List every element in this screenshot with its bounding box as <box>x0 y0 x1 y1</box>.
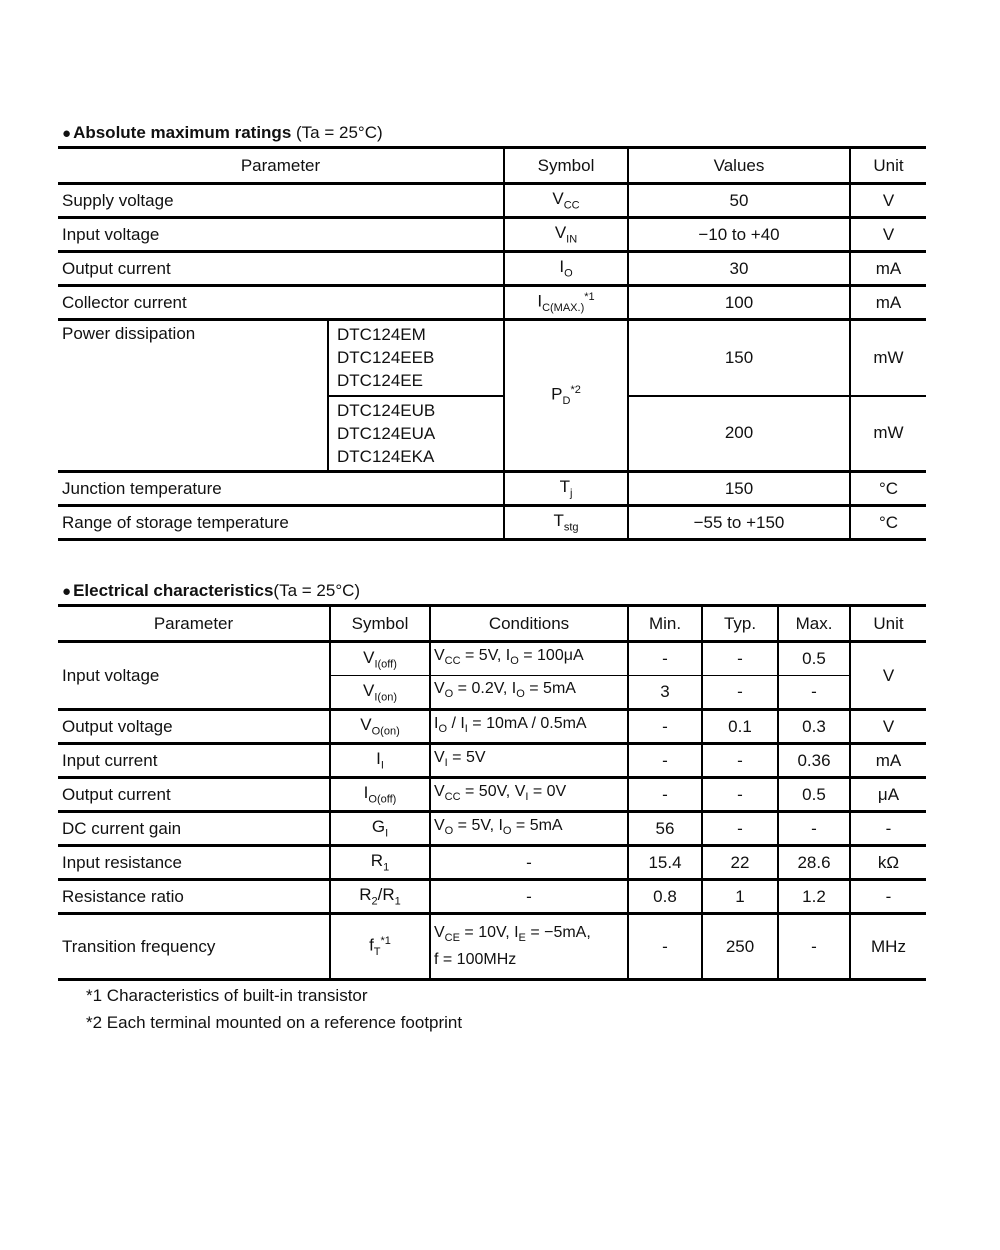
value-cell: 100 <box>628 286 850 320</box>
header-typ: Typ. <box>702 606 778 642</box>
min-cell: - <box>628 914 702 980</box>
table-row <box>58 812 926 846</box>
part-group-1 <box>328 320 504 396</box>
typ-cell: - <box>702 778 778 812</box>
table-row <box>58 320 926 396</box>
table-header-row <box>58 606 926 642</box>
max-cell: 1.2 <box>778 880 850 914</box>
header-max: Max. <box>778 606 850 642</box>
header-parameter: Parameter <box>58 606 330 642</box>
table-row <box>58 914 926 980</box>
footnotes <box>86 982 462 1036</box>
unit-cell: mA <box>850 286 926 320</box>
symbol-cell: $T_j$ <box>504 472 628 506</box>
table-header-row <box>58 148 926 184</box>
value-cell: 150 <box>628 472 850 506</box>
param-cell: Junction temperature <box>58 472 504 506</box>
value-cell: 200 <box>628 396 850 472</box>
header-symbol: Symbol <box>504 148 628 184</box>
max-cell: - <box>778 812 850 846</box>
condition-cell: $V_O = 0.2V$, $I_O = 5mA$ <box>430 676 628 710</box>
max-cell: 0.5 <box>778 642 850 676</box>
symbol-cell: $R_2/R_1$ <box>330 880 430 914</box>
value-cell: 30 <box>628 252 850 286</box>
abs-title-condition: (Ta = 25°C) <box>291 123 383 142</box>
bullet-icon: ● <box>62 583 72 600</box>
table-row <box>58 506 926 540</box>
unit-cell: - <box>850 812 926 846</box>
param-cell: DC current gain <box>58 812 330 846</box>
value-cell: −55 to +150 <box>628 506 850 540</box>
unit-cell: V <box>850 184 926 218</box>
condition-cell: $V_O = 5V$, $I_O = 5mA$ <box>430 812 628 846</box>
unit-cell: mA <box>850 252 926 286</box>
part-number: DTC124EUA <box>337 423 436 443</box>
min-cell: 0.8 <box>628 880 702 914</box>
table-row <box>58 286 926 320</box>
electrical-characteristics-table <box>58 604 926 981</box>
typ-cell: 0.1 <box>702 710 778 744</box>
value-cell: 50 <box>628 184 850 218</box>
elec-title-condition: (Ta = 25°C) <box>273 581 361 600</box>
footnote-2: *2 Each terminal mounted on a reference footprint <box>86 1013 463 1032</box>
header-values: Values <box>628 148 850 184</box>
unit-cell: V <box>850 710 926 744</box>
unit-cell: MHz <box>850 914 926 980</box>
typ-cell: - <box>702 642 778 676</box>
condition-cell: $V_{CC} = 50V$, $V_I = 0V$ <box>430 778 628 812</box>
typ-cell: - <box>702 812 778 846</box>
param-cell: Input resistance <box>58 846 330 880</box>
value-cell: 150 <box>628 320 850 396</box>
symbol-cell: $V_{CC}$ <box>504 184 628 218</box>
table-row <box>58 778 926 812</box>
max-cell: - <box>778 914 850 980</box>
table-row <box>58 710 926 744</box>
typ-cell: - <box>702 744 778 778</box>
symbol-cell: $V_{O(on)}$ <box>330 710 430 744</box>
unit-cell: °C <box>850 506 926 540</box>
elec-title-bold: Electrical characteristics <box>73 581 274 600</box>
min-cell: - <box>628 778 702 812</box>
param-cell: Transition frequency <box>58 914 330 980</box>
condition-cell: $V_{CE} = 10V$, $I_E = -5mA$, f = 100MHz <box>430 914 628 980</box>
typ-cell: 250 <box>702 914 778 980</box>
symbol-cell: $V_{IN}$ <box>504 218 628 252</box>
symbol-cell: $T_{stg}$ <box>504 506 628 540</box>
condition-cell: - <box>430 880 628 914</box>
unit-cell: V <box>850 642 926 710</box>
table-row <box>58 880 926 914</box>
unit-cell: V <box>850 218 926 252</box>
table-row <box>58 744 926 778</box>
symbol-cell: $V_{I(on)}$ <box>330 676 430 710</box>
header-unit: Unit <box>850 606 926 642</box>
symbol-cell: $I_{O(off)}$ <box>330 778 430 812</box>
part-number: DTC124EE <box>337 371 423 391</box>
table-row <box>58 252 926 286</box>
unit-cell: °C <box>850 472 926 506</box>
unit-cell: mW <box>850 396 926 472</box>
header-parameter: Parameter <box>58 148 504 184</box>
max-cell: - <box>778 676 850 710</box>
symbol-cell: $I_{C(MAX.)}^{*1}$ <box>504 286 628 320</box>
absolute-max-ratings-table <box>58 146 926 541</box>
symbol-cell: $V_{I(off)}$ <box>330 642 430 676</box>
header-unit: Unit <box>850 148 926 184</box>
header-conditions: Conditions <box>430 606 628 642</box>
abs-section-title <box>62 123 383 143</box>
unit-cell: mW <box>850 320 926 396</box>
symbol-cell: $I_I$ <box>330 744 430 778</box>
min-cell: - <box>628 744 702 778</box>
table-row <box>58 642 926 676</box>
value-cell: −10 to +40 <box>628 218 850 252</box>
symbol-cell: $P_D^{*2}$ <box>504 320 628 472</box>
table-row <box>58 184 926 218</box>
symbol-cell: $R_1$ <box>330 846 430 880</box>
unit-cell: kΩ <box>850 846 926 880</box>
max-cell: 0.5 <box>778 778 850 812</box>
condition-cell: - <box>430 846 628 880</box>
param-cell: Power dissipation <box>58 320 328 472</box>
max-cell: 28.6 <box>778 846 850 880</box>
part-number: DTC124EM <box>337 325 426 345</box>
min-cell: 56 <box>628 812 702 846</box>
condition-cell: $I_O / I_I = 10mA / 0.5mA$ <box>430 710 628 744</box>
typ-cell: 1 <box>702 880 778 914</box>
condition-cell: $V_{CC} = 5V$, $I_O = 100\mu A$ <box>430 642 628 676</box>
param-cell: Input current <box>58 744 330 778</box>
table-row <box>58 846 926 880</box>
condition-cell: $V_I = 5V$ <box>430 744 628 778</box>
header-symbol: Symbol <box>330 606 430 642</box>
part-number: DTC124EEB <box>337 348 435 368</box>
param-cell: Output current <box>58 778 330 812</box>
symbol-cell: $I_O$ <box>504 252 628 286</box>
param-cell: Resistance ratio <box>58 880 330 914</box>
symbol-cell: $f_T^{*1}$ <box>330 914 430 980</box>
param-cell: Input voltage <box>58 642 330 710</box>
unit-cell: mA <box>850 744 926 778</box>
min-cell: - <box>628 710 702 744</box>
part-number: DTC124EKA <box>337 446 435 466</box>
unit-cell: - <box>850 880 926 914</box>
param-cell: Output current <box>58 252 504 286</box>
typ-cell: 22 <box>702 846 778 880</box>
min-cell: 15.4 <box>628 846 702 880</box>
footnote-1: *1 Characteristics of built-in transistor <box>86 986 368 1005</box>
part-group-2 <box>328 396 504 472</box>
abs-title-bold: Absolute maximum ratings <box>73 123 292 142</box>
symbol-cell: $G_I$ <box>330 812 430 846</box>
elec-section-title <box>62 581 360 601</box>
param-cell: Collector current <box>58 286 504 320</box>
max-cell: 0.36 <box>778 744 850 778</box>
max-cell: 0.3 <box>778 710 850 744</box>
unit-cell: μA <box>850 778 926 812</box>
table-row <box>58 218 926 252</box>
part-number: DTC124EUB <box>337 400 436 420</box>
param-cell: Output voltage <box>58 710 330 744</box>
min-cell: 3 <box>628 676 702 710</box>
param-cell: Supply voltage <box>58 184 504 218</box>
bullet-icon: ● <box>62 125 72 142</box>
min-cell: - <box>628 642 702 676</box>
header-min: Min. <box>628 606 702 642</box>
param-cell: Range of storage temperature <box>58 506 504 540</box>
table-row <box>58 472 926 506</box>
param-cell: Input voltage <box>58 218 504 252</box>
typ-cell: - <box>702 676 778 710</box>
